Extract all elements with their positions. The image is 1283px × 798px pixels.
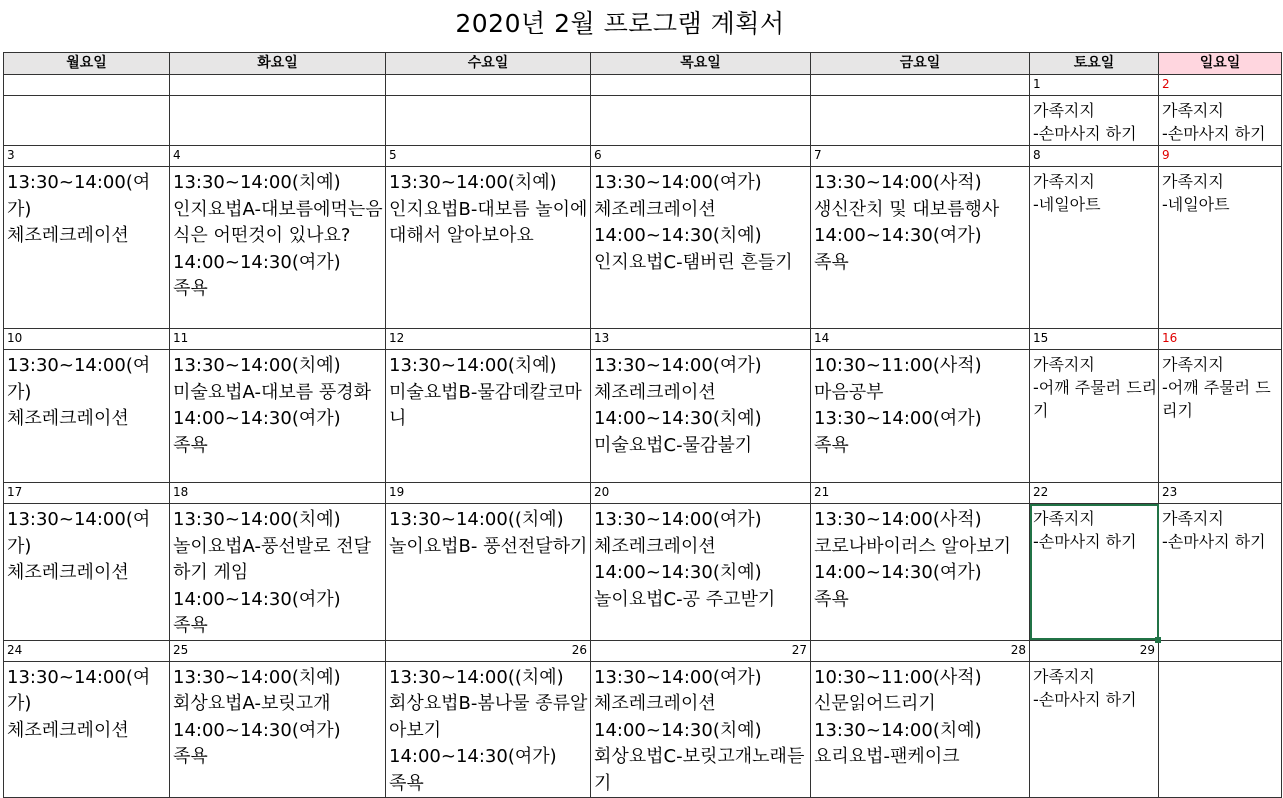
event-text: 13:30~14:00(여가) 체조레크레이션 14:00~14:30(치예) 미술요법C-물감불기 (594, 355, 762, 456)
event-text: 13:30~14:00(치예) 회상요법A-보릿고개 14:00~14:30(여가) 족욕 (173, 666, 341, 767)
date-cell[interactable]: 10 (4, 329, 170, 350)
event-cell[interactable] (1159, 350, 1282, 483)
event-text: 13:30~14:00(여가) 체조레크레이션 14:00~14:30(치예) 회상요법C-보릿고개노래듣기 (594, 666, 805, 794)
event-cell[interactable] (386, 350, 591, 483)
event-cell[interactable] (591, 504, 811, 641)
event-text: 13:30~14:00(여가) 체조레크레이션 (7, 355, 151, 429)
event-cell[interactable] (1030, 350, 1159, 483)
event-cell[interactable] (4, 350, 170, 483)
event-cell[interactable] (1159, 504, 1282, 641)
event-cell[interactable] (811, 96, 1030, 146)
header-saturday[interactable]: 토요일 (1030, 53, 1159, 75)
event-text: 13:30~14:00(사적) 코로나바이러스 알아보기 14:00~14:30(여가) 족욕 (814, 509, 1011, 610)
event-text: 가족지지 -손마사지 하기 (1162, 509, 1266, 551)
date-cell[interactable]: 4 (170, 146, 386, 167)
date-cell[interactable]: 29 (1030, 640, 1159, 661)
date-cell[interactable]: 6 (591, 146, 811, 167)
event-text: 13:30~14:00(여가) 체조레크레이션 (7, 509, 151, 583)
week-1-date-row (4, 75, 1282, 96)
header-friday[interactable]: 금요일 (811, 53, 1030, 75)
event-cell[interactable] (811, 504, 1030, 641)
date-cell[interactable]: 22 (1030, 483, 1159, 504)
week-3-event-row (4, 350, 1282, 483)
event-cell[interactable] (386, 661, 591, 798)
date-cell[interactable] (4, 75, 170, 96)
event-cell[interactable] (591, 167, 811, 329)
date-cell[interactable]: 5 (386, 146, 591, 167)
event-cell[interactable] (170, 661, 386, 798)
event-text: 가족지지 -네일아트 (1033, 172, 1101, 214)
calendar-table (3, 52, 1282, 798)
event-text: 13:30~14:00(치예) 미술요법B-물감데칼코마니 (389, 355, 582, 429)
date-cell[interactable]: 21 (811, 483, 1030, 504)
date-cell[interactable]: 13 (591, 329, 811, 350)
event-text: 13:30~14:00(여가) 체조레크레이션 14:00~14:30(치예) 놀이요법C-공 주고받기 (594, 509, 776, 610)
week-5-date-row (4, 640, 1282, 661)
event-cell[interactable] (591, 661, 811, 798)
event-cell[interactable] (1030, 167, 1159, 329)
week-3-date-row (4, 329, 1282, 350)
date-cell[interactable]: 1 (1030, 75, 1159, 96)
event-text: 10:30~11:00(사적) 마음공부 13:30~14:00(여가) 족욕 (814, 355, 982, 456)
event-cell[interactable] (4, 661, 170, 798)
week-5-event-row (4, 661, 1282, 798)
event-text: 13:30~14:00(치예) 놀이요법A-풍선발로 전달하기 게임 14:00~14:30(여가) 족욕 (173, 509, 372, 636)
date-cell[interactable]: 11 (170, 329, 386, 350)
week-2-date-row (4, 146, 1282, 167)
event-text: 13:30~14:00((치예) 회상요법B-봄나물 종류알아보기 14:00~14:30(여가) 족욕 (389, 666, 588, 794)
selected-event-cell[interactable] (1030, 504, 1159, 641)
date-cell[interactable]: 2 (1159, 75, 1282, 96)
date-cell[interactable]: 23 (1159, 483, 1282, 504)
date-cell[interactable]: 14 (811, 329, 1030, 350)
event-cell[interactable] (386, 504, 591, 641)
header-sunday[interactable]: 일요일 (1159, 53, 1282, 75)
date-cell[interactable] (811, 75, 1030, 96)
date-cell[interactable] (170, 75, 386, 96)
date-cell[interactable] (591, 75, 811, 96)
date-cell[interactable] (386, 75, 591, 96)
date-cell[interactable]: 3 (4, 146, 170, 167)
event-text: 13:30~14:00(사적) 생신잔치 및 대보름행사 14:00~14:30(여가) 족욕 (814, 172, 1000, 273)
week-4-event-row (4, 504, 1282, 641)
event-text: 가족지지 -손마사지 하기 (1162, 101, 1266, 143)
date-cell[interactable]: 9 (1159, 146, 1282, 167)
date-cell[interactable]: 12 (386, 329, 591, 350)
header-monday[interactable]: 월요일 (4, 53, 170, 75)
date-cell[interactable]: 27 (591, 640, 811, 661)
date-cell[interactable]: 24 (4, 640, 170, 661)
event-text: 13:30~14:00(치예) 인지요법A-대보름에먹는음식은 어떤것이 있나요? 14:00~14:30(여가) 족욕 (173, 172, 383, 299)
date-cell[interactable]: 25 (170, 640, 386, 661)
event-cell[interactable] (170, 167, 386, 329)
date-cell[interactable]: 26 (386, 640, 591, 661)
event-text: 가족지지 -손마사지 하기 (1033, 101, 1137, 143)
event-cell[interactable] (591, 350, 811, 483)
event-text: 가족지지 -네일아트 (1162, 172, 1230, 214)
event-cell[interactable] (811, 661, 1030, 798)
event-text: 가족지지 -어깨 주물러 드리기 (1033, 355, 1158, 420)
header-wednesday[interactable]: 수요일 (386, 53, 591, 75)
event-cell[interactable] (4, 504, 170, 641)
header-thursday[interactable]: 목요일 (591, 53, 811, 75)
event-text: 13:30~14:00(치예) 미술요법A-대보름 풍경화 14:00~14:30(여가) 족욕 (173, 355, 372, 456)
date-cell[interactable]: 15 (1030, 329, 1159, 350)
date-cell[interactable]: 28 (811, 640, 1030, 661)
event-cell[interactable] (4, 96, 170, 146)
event-cell[interactable] (1159, 96, 1282, 146)
week-2-event-row (4, 167, 1282, 329)
event-text: 13:30~14:00(여가) 체조레크레이션 (7, 172, 151, 246)
date-cell[interactable]: 8 (1030, 146, 1159, 167)
date-cell[interactable]: 16 (1159, 329, 1282, 350)
event-cell[interactable] (170, 350, 386, 483)
event-cell[interactable] (591, 96, 811, 146)
date-cell[interactable] (1159, 640, 1282, 661)
date-cell[interactable]: 19 (386, 483, 591, 504)
event-cell[interactable] (386, 167, 591, 329)
event-cell[interactable] (1030, 661, 1159, 798)
weekday-header-row (4, 53, 1282, 75)
week-1-event-row (4, 96, 1282, 146)
event-text: 가족지지 -손마사지 하기 (1033, 509, 1137, 551)
date-cell[interactable]: 18 (170, 483, 386, 504)
event-cell[interactable] (1159, 661, 1282, 798)
event-text: 13:30~14:00(여가) 체조레크레이션 14:00~14:30(치예) 인지요법C-탬버린 흔들기 (594, 172, 793, 273)
event-cell[interactable] (170, 504, 386, 641)
event-cell[interactable] (386, 96, 591, 146)
date-cell[interactable]: 17 (4, 483, 170, 504)
date-cell[interactable]: 20 (591, 483, 811, 504)
event-text: 가족지지 -손마사지 하기 (1033, 666, 1137, 709)
event-text: 13:30~14:00((치예) 놀이요법B- 풍선전달하기 (389, 509, 588, 557)
date-cell[interactable]: 7 (811, 146, 1030, 167)
event-cell[interactable] (1159, 167, 1282, 329)
event-cell[interactable] (811, 167, 1030, 329)
event-cell[interactable] (170, 96, 386, 146)
week-4-date-row (4, 483, 1282, 504)
event-text: 10:30~11:00(사적) 신문읽어드리기 13:30~14:00(치예) 요리요법-팬케이크 (814, 666, 982, 767)
page-title: 2020년 2월 프로그램 계획서 (455, 9, 785, 38)
event-text: 13:30~14:00(치예) 인지요법B-대보름 놀이에 대해서 알아보아요 (389, 172, 588, 246)
event-text: 가족지지 -어깨 주물러 드리기 (1162, 355, 1271, 420)
header-tuesday[interactable]: 화요일 (170, 53, 386, 75)
event-text: 13:30~14:00(여가) 체조레크레이션 (7, 666, 151, 741)
event-cell[interactable] (811, 350, 1030, 483)
event-cell[interactable] (4, 167, 170, 329)
event-cell[interactable] (1030, 96, 1159, 146)
